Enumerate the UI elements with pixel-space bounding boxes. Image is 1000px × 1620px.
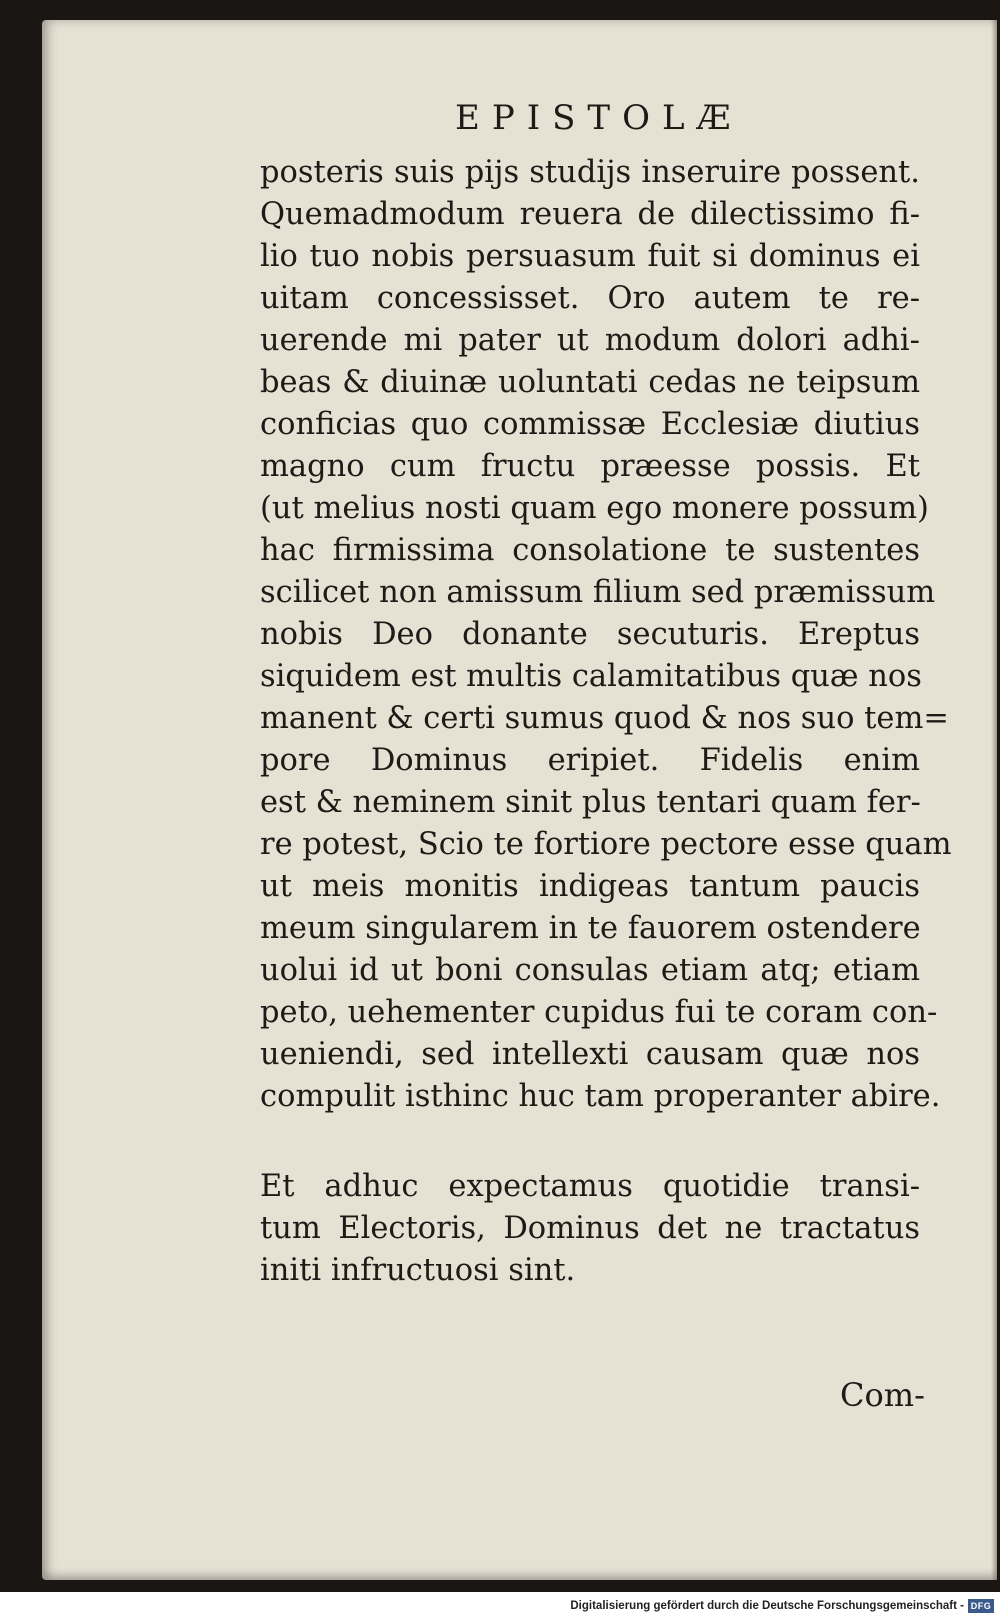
text-line: hac firmissima consolatione te sustentes: [260, 533, 920, 568]
text-line: (ut melius nosti quam ego monere possum): [260, 491, 929, 526]
text-line: manent & certi sumus quod & nos suo tem=: [260, 701, 949, 736]
text-line: magno cum fructu præesse possis. Et: [260, 449, 920, 484]
text-line: Et adhuc expectamus quotidie transi-: [260, 1169, 920, 1204]
text-line: lio tuo nobis persuasum fuit si dominus ei: [260, 239, 920, 274]
text-line: scilicet non amissum filium sed præmissum: [260, 575, 936, 610]
text-line: beas & diuinæ uoluntati cedas ne teipsum: [260, 365, 920, 400]
text-line: re potest, Scio te fortiore pectore esse quam: [260, 827, 952, 862]
text-line: uerende mi pater ut modum dolori adhi-: [260, 323, 920, 358]
text-line: ut meis monitis indigeas tantum paucis: [260, 869, 920, 904]
dfg-logo: DFG: [968, 1599, 994, 1613]
text-line: nobis Deo donante secuturis. Ereptus: [260, 617, 920, 652]
text-line: tum Electoris, Dominus det ne tractatus: [260, 1211, 920, 1246]
catchword: Com-: [840, 1376, 925, 1414]
text-line: initi infructuosi sint.: [260, 1253, 576, 1288]
text-line: posteris suis pijs studijs inseruire possent.: [260, 155, 920, 190]
paragraph-gap: [260, 1118, 920, 1166]
text-line: siquidem est multis calamitatibus quæ nos: [260, 659, 922, 694]
text-line: ueniendi, sed intellexti causam quæ nos: [260, 1037, 920, 1072]
running-head: EPISTOLÆ: [455, 98, 743, 138]
text-line: conficias quo commissæ Ecclesiæ diutius: [260, 407, 920, 442]
text-line: est & neminem sinit plus tentari quam fer-: [260, 785, 921, 820]
text-line: compulit isthinc huc tam properanter abire.: [260, 1079, 941, 1114]
text-line: peto, uehementer cupidus fui te coram con-: [260, 995, 938, 1030]
paragraph-2: [260, 1166, 920, 1292]
text-line: Quemadmodum reuera de dilectissimo fi-: [260, 197, 920, 232]
paragraph-1: [260, 152, 952, 1118]
main-text: [260, 152, 952, 1292]
page-edge-shadow: [991, 20, 997, 1580]
footer-credit: Digitalisierung gefördert durch die Deutsche Forschungsgemeinschaft -: [570, 1600, 964, 1612]
text-line: pore Dominus eripiet. Fidelis enim: [260, 743, 920, 778]
text-line: meum singularem in te fauorem ostendere: [260, 911, 921, 946]
text-line: uitam concessisset. Oro autem te re-: [260, 281, 920, 316]
text-line: uolui id ut boni consulas etiam atq; etiam: [260, 953, 920, 988]
